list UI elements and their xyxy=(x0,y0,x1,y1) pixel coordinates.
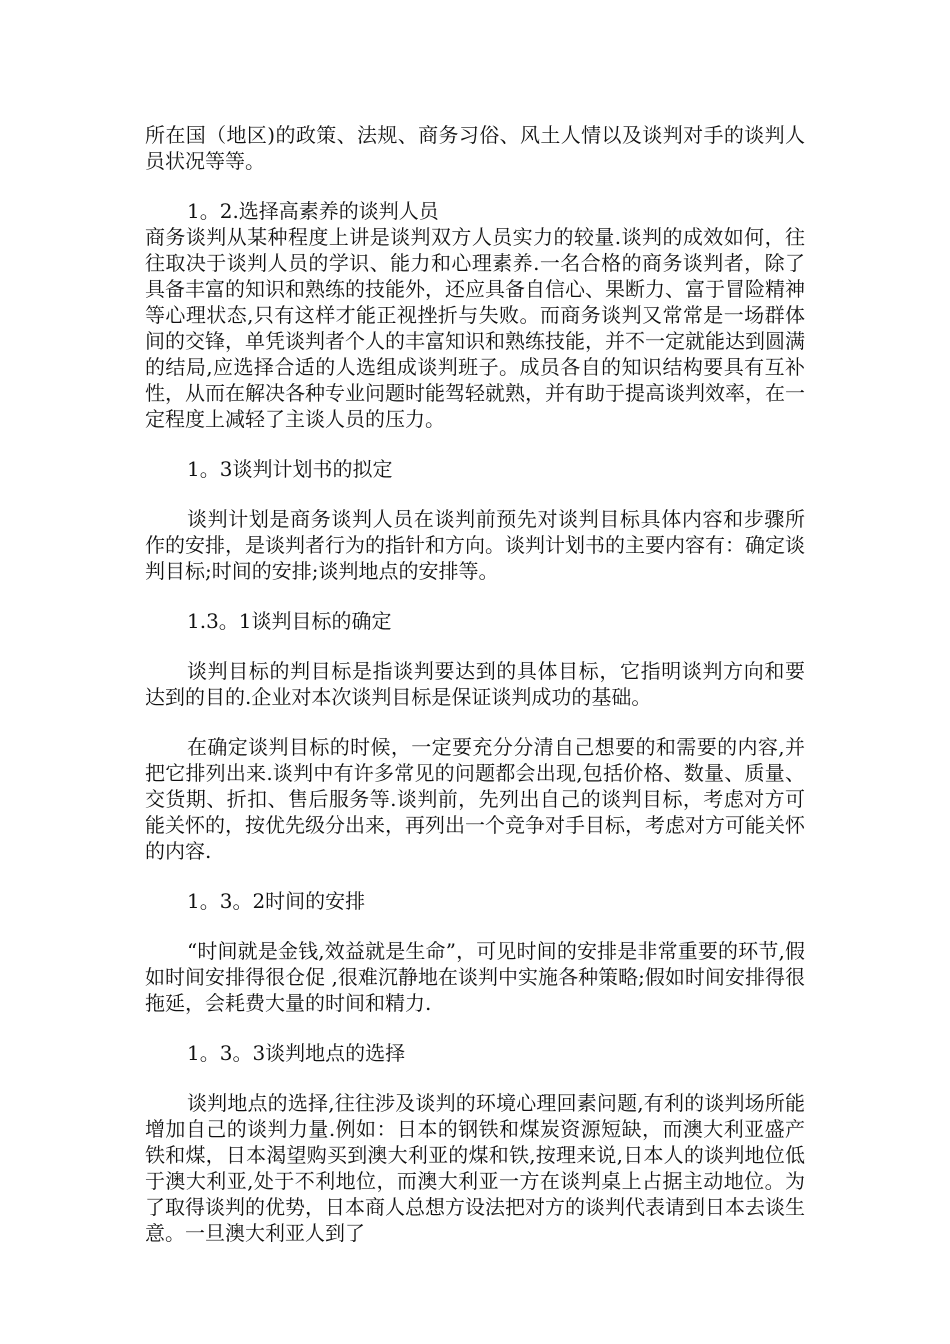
heading-1-3-2: 1。3。2时间的安排 xyxy=(187,889,366,913)
paragraph-context: 所在国（地区)的政策、法规、商务习俗、风土人情以及谈判对手的谈判人员状况等等。 xyxy=(145,123,805,173)
heading-1-3-1: 1.3。1谈判目标的确定 xyxy=(187,609,392,633)
paragraph-plan: 谈判计划是商务谈判人员在谈判前预先对谈判目标具体内容和步骤所作的安排，是谈判者行为的指针和方向。谈判计划书的主要内容有：确定谈判目标;时间的安排;谈判地点的安排等。 xyxy=(145,507,805,583)
paragraph-location: 谈判地点的选择,往往涉及谈判的环境心理回素问题,有利的谈判场所能增加自己的谈判力量.例如：日本的钢铁和煤炭资源短缺，而澳大利亚盛产铁和煤，日本渴望购买到澳大利亚的煤和铁,按理来说,日本人的谈判地位低于澳大利亚,处于不利地位，而澳大利亚一方在谈判桌上占据主动地位。为了取得谈判的优势，日本商人总想方设法把对方的谈判代表请到日本去谈生意。一旦澳大利亚人到了 xyxy=(145,1091,805,1245)
heading-1-3: 1。3谈判计划书的拟定 xyxy=(187,457,393,481)
paragraph-negotiator-quality: 商务谈判从某种程度上讲是谈判双方人员实力的较量.谈判的成效如何，往往取决于谈判人员的学识、能力和心理素养.一名合格的商务谈判者，除了具备丰富的知识和熟练的技能外，还应具备自信心、果断力、富于冒险精神等心理状态,只有这样才能正视挫折与失败。而商务谈判又常常是一场群体间的交锋，单凭谈判者个人的丰富知识和熟练技能，并不一定就能达到圆满的结局,应选择合适的人选组成谈判班子。成员各自的知识结构要具有互补性，从而在解决各种专业问题时能驾轻就熟，并有助于提高谈判效率，在一定程度上减轻了主谈人员的压力。 xyxy=(145,225,805,431)
paragraph-target-listing: 在确定谈判目标的时候，一定要充分分清自己想要的和需要的内容,并把它排列出来.谈判中有许多常见的问题都会出现,包括价格、数量、质量、交货期、折扣、售后服务等.谈判前，先列出自己的谈判目标，考虑对方可能关怀的，按优先级分出来，再列出一个竞争对手目标，考虑对方可能关怀的内容. xyxy=(145,735,805,863)
paragraph-target-definition: 谈判目标的判目标是指谈判要达到的具体目标，它指明谈判方向和要达到的目的.企业对本次谈判目标是保证谈判成功的基础。 xyxy=(145,659,805,709)
paragraph-time: “时间就是金钱,效益就是生命”，可见时间的安排是非常重要的环节,假如时间安排得很仓促 ,很难沉静地在谈判中实施各种策略;假如时间安排得很拖延，会耗费大量的时间和精力. xyxy=(145,939,805,1015)
heading-1-3-3: 1。3。3谈判地点的选择 xyxy=(187,1041,406,1065)
heading-1-2: 1。2.选择高素养的谈判人员 xyxy=(187,199,439,223)
document-page xyxy=(145,122,805,1246)
